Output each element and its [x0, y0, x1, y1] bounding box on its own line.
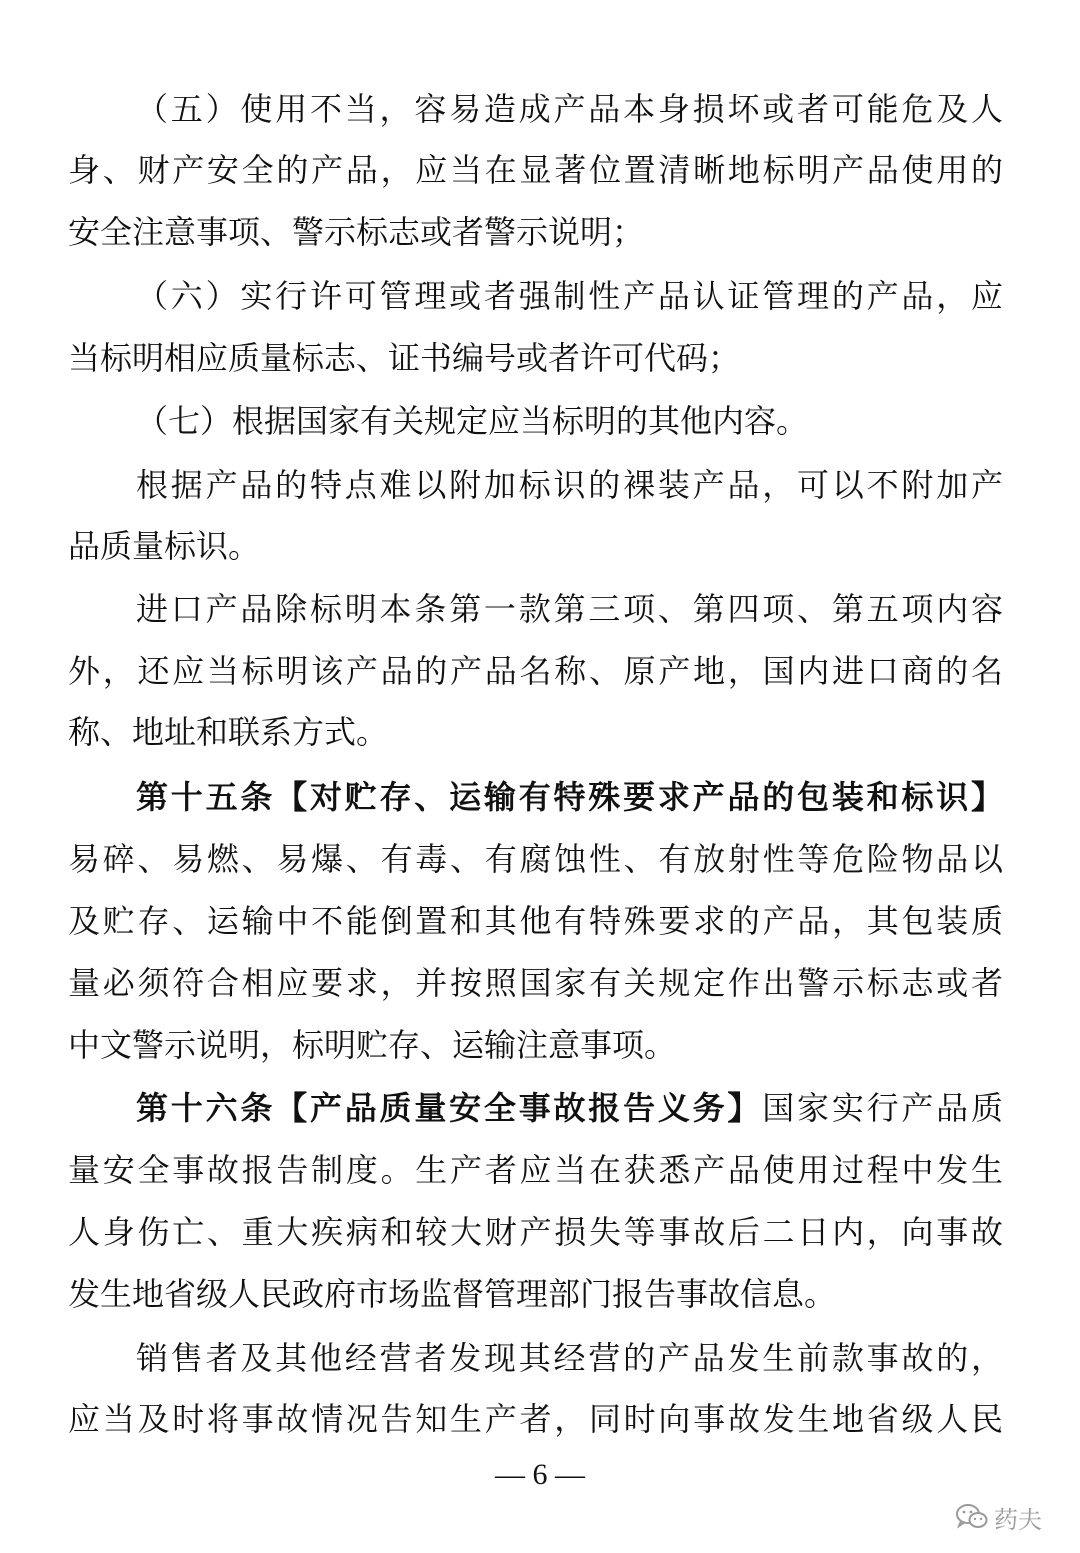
text-line: 量必须符合相应要求，并按照国家有关规定作出警示标志或者	[68, 964, 1003, 1002]
text-line: 易碎、易燃、易爆、有毒、有腐蚀性、有放射性等危险物品以	[68, 840, 1003, 878]
text-line: 身、财产安全的产品，应当在显著位置清晰地标明产品使用的	[68, 151, 1003, 189]
text-line: 应当及时将事故情况告知生产者，同时向事故发生地省级人民	[68, 1400, 1003, 1438]
article-16-heading: 第十六条【产品质量安全事故报告义务】	[136, 1089, 763, 1127]
text-line: 安全注意事项、警示标志或者警示说明；	[68, 213, 645, 251]
text-line: 称、地址和联系方式。	[68, 713, 389, 751]
watermark-text: 药夫	[994, 1505, 1042, 1534]
text-line: 人身伤亡、重大疾病和较大财产损失等事故后二日内，向事故	[68, 1213, 1003, 1251]
text-line: （五）使用不当，容易造成产品本身损坏或者可能危及人	[136, 90, 1003, 128]
text-line: 及贮存、运输中不能倒置和其他有特殊要求的产品，其包装质	[68, 902, 1003, 940]
watermark	[956, 1500, 1042, 1534]
text-line: （六）实行许可管理或者强制性产品认证管理的产品，应	[136, 277, 1003, 315]
page-number: — 6 —	[495, 1458, 585, 1491]
text-line: 量安全事故报告制度。生产者应当在获悉产品使用过程中发生	[68, 1151, 1003, 1189]
text-line: 中文警示说明，标明贮存、运输注意事项。	[68, 1026, 677, 1064]
text-line: （七）根据国家有关规定应当标明的其他内容。	[136, 402, 809, 440]
text-line: 根据产品的特点难以附加标识的裸装产品，可以不附加产	[136, 466, 1003, 504]
article-16-text: 国家实行产品质	[762, 1089, 1003, 1127]
article-15-heading: 第十五条【对贮存、运输有特殊要求产品的包装和标识】	[136, 778, 1003, 816]
text-line: 当标明相应质量标志、证书编号或者许可代码；	[68, 339, 741, 377]
text-line: 发生地省级人民政府市场监督管理部门报告事故信息。	[68, 1275, 837, 1313]
text-line: 销售者及其他经营者发现其经营的产品发生前款事故的，	[136, 1339, 1003, 1377]
article-16-first-line	[136, 1088, 1003, 1128]
text-line: 进口产品除标明本条第一款第三项、第四项、第五项内容	[136, 590, 1003, 628]
text-line: 外，还应当标明该产品的产品名称、原产地，国内进口商的名	[68, 652, 1003, 690]
wechat-icon	[956, 1503, 988, 1531]
text-line: 品质量标识。	[68, 527, 261, 565]
